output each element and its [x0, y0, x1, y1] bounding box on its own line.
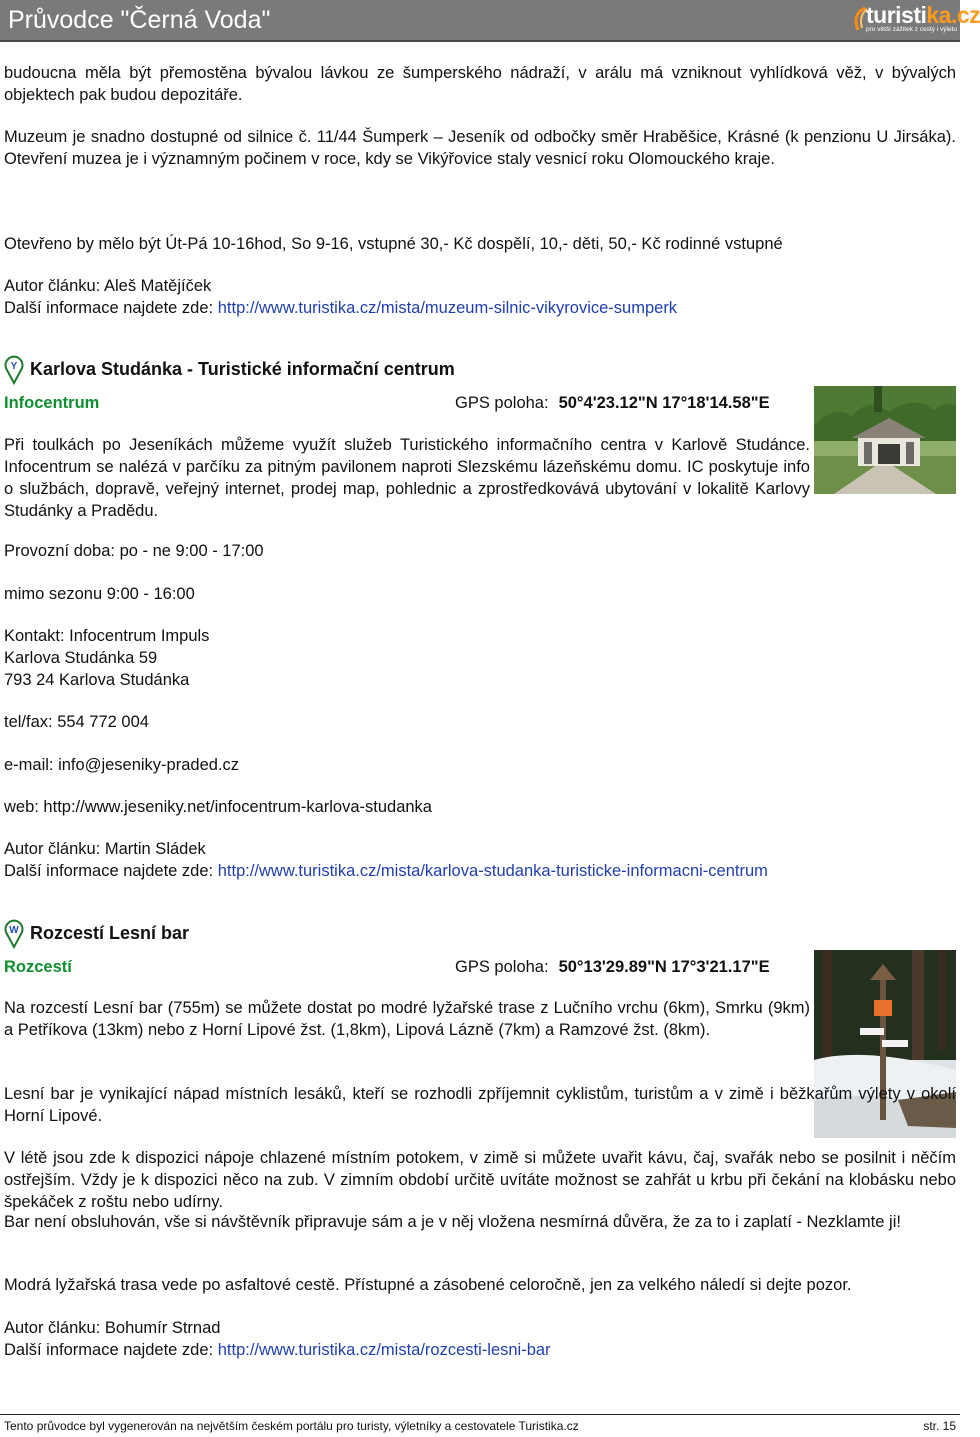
rozcesti-paragraph-2: Lesní bar je vynikající nápad místních lesáků, kteří se rozhodli zpříjemnit cyklistům, turistům a v zimě i běžkařům výlety v okolí Horní Lipové.	[4, 1085, 956, 1125]
gps-coordinates: 50°13'29.89"N 17°3'21.17"E	[558, 958, 770, 976]
article-author: Autor článku: Bohumír Strnad	[4, 1319, 221, 1337]
section-title-infocentrum: Karlova Studánka - Turistické informační centrum	[30, 359, 455, 379]
article-author: Autor článku: Martin Sládek	[4, 840, 206, 858]
rozcesti-paragraph-3: V létě jsou zde k dispozici nápoje chlazené místním potokem, v zimě si můžete uvařit kávu, čaj, svařák nebo se posilnit i něčím ostřejším. Vždy je k dispozici něco na zub. V zimním období určitě uvítáte možnost se zahřát u krbu při čekání na klobásku nebo špekáček z roštu nebo udírny.	[4, 1149, 956, 1211]
off-season-time: mimo sezonu 9:00 - 16:00	[4, 585, 195, 603]
category-label: Infocentrum	[4, 394, 100, 412]
page-footer	[0, 1414, 960, 1437]
more-info-line	[4, 860, 768, 882]
contact-phone: tel/fax: 554 772 004	[4, 713, 149, 731]
guide-title: Průvodce "Černá Voda"	[8, 6, 271, 34]
more-info-link[interactable]: http://www.turistika.cz/mista/karlova-studanka-turisticke-informacni-centrum	[217, 862, 768, 880]
intro-paragraph-2: Muzeum je snadno dostupné od silnice č. 11/44 Šumperk – Jeseník od odbočky směr Hraběšice, Krásné (k penzionu U Jirsáka). Otevření muzea je i významným počinem v roce, kdy se Vikýřovice staly vesnicí roku Olomouckého kraje.	[4, 128, 956, 168]
category-label: Rozcestí	[4, 958, 72, 976]
intro-paragraph-1: budoucna měla být přemostěna bývalou lávkou ze šumperského nádraží, v arálu má vzniknout vyhlídková věž, v bývalých objektech pak budou depozitáře.	[4, 64, 956, 104]
more-info-label: Další informace najdete zde:	[4, 1341, 214, 1359]
rozcesti-paragraph-1: Na rozcestí Lesní bar (755m) se můžete dostat po modré lyžařské trase z Lučního vrchu (6km), Smrku (9km) a Petříkova (13km) nebo z Horní Lipové žst. (1,8km), Lipová Lázně (7km) a Ramzové žst. (8km).	[4, 999, 810, 1039]
contact-address-1: Karlova Studánka 59	[4, 649, 158, 667]
more-info-link[interactable]: http://www.turistika.cz/mista/muzeum-silnic-vikyrovice-sumperk	[217, 299, 678, 317]
map-pin-y-icon	[4, 356, 24, 384]
more-info-line	[4, 1339, 551, 1361]
gps-coordinates: 50°4'23.12"N 17°18'14.58"E	[558, 394, 770, 412]
opening-time: Provozní doba: po - ne 9:00 - 17:00	[4, 542, 264, 560]
gps-label: GPS poloha:	[455, 394, 549, 412]
more-info-line	[4, 297, 677, 319]
gps-position	[455, 392, 770, 414]
page-header	[0, 0, 980, 42]
map-pin-w-icon	[4, 920, 24, 948]
article-author: Autor článku: Aleš Matějíček	[4, 277, 212, 295]
opening-hours-text: Otevřeno by mělo být Út-Pá 10-16hod, So 9-16, vstupné 30,- Kč dospělí, 10,- děti, 50,- Kč rodinné vstupné	[4, 235, 783, 253]
contact-web: web: http://www.jeseniky.net/infocentrum-karlova-studanka	[4, 798, 432, 816]
svg-text:Y: Y	[10, 361, 18, 372]
infocentrum-description: Při toulkách po Jeseníkách můžeme využít služeb Turistického informačního centra v Karlově Studánce. Infocentrum se nalézá v parčíku za pitným pavilonem naproti Slezskému lázeňskému domu. IC poskytuje info o službách, dopravě, veřejný internet, prodej map, pohlednic a zprostředkovává ubytování v lokalitě Karlovy Studánky a Pradědu.	[4, 436, 810, 520]
rozcesti-paragraph-4: Bar není obsluhován, vše si návštěvník připravuje sám a je v něj vložena nesmírná důvěra, že za to i zaplatí - Nezklamte ji!	[4, 1213, 901, 1231]
gps-position	[455, 956, 770, 978]
rozcesti-paragraph-5: Modrá lyžařská trasa vede po asfaltové cestě. Přístupné a zásobené celoročně, jen za velkého náledí si dejte pozor.	[4, 1276, 852, 1294]
footer-text: Tento průvodce byl vygenerován na největším českém portálu pro turisty, výletníky a cestovatele Turistika.cz	[4, 1419, 579, 1433]
svg-text:W: W	[9, 925, 19, 936]
more-info-label: Další informace najdete zde:	[4, 299, 214, 317]
gps-label: GPS poloha:	[455, 958, 549, 976]
logo-wordmark: turistika.cz	[866, 2, 980, 28]
section-title-rozcesti: Rozcestí Lesní bar	[30, 923, 190, 943]
infocentrum-photo	[814, 386, 956, 494]
more-info-label: Další informace najdete zde:	[4, 862, 214, 880]
more-info-link[interactable]: http://www.turistika.cz/mista/rozcesti-lesni-bar	[217, 1341, 551, 1359]
contact-email: e-mail: info@jeseniky-praded.cz	[4, 756, 240, 774]
contact-address-2: 793 24 Karlova Studánka	[4, 671, 190, 689]
logo-tagline: pro větší zážitek z cestý i výletu	[866, 26, 958, 33]
turistika-logo[interactable]	[852, 2, 980, 38]
contact-name: Kontakt: Infocentrum Impuls	[4, 627, 210, 645]
page-number: str. 15	[923, 1419, 956, 1433]
